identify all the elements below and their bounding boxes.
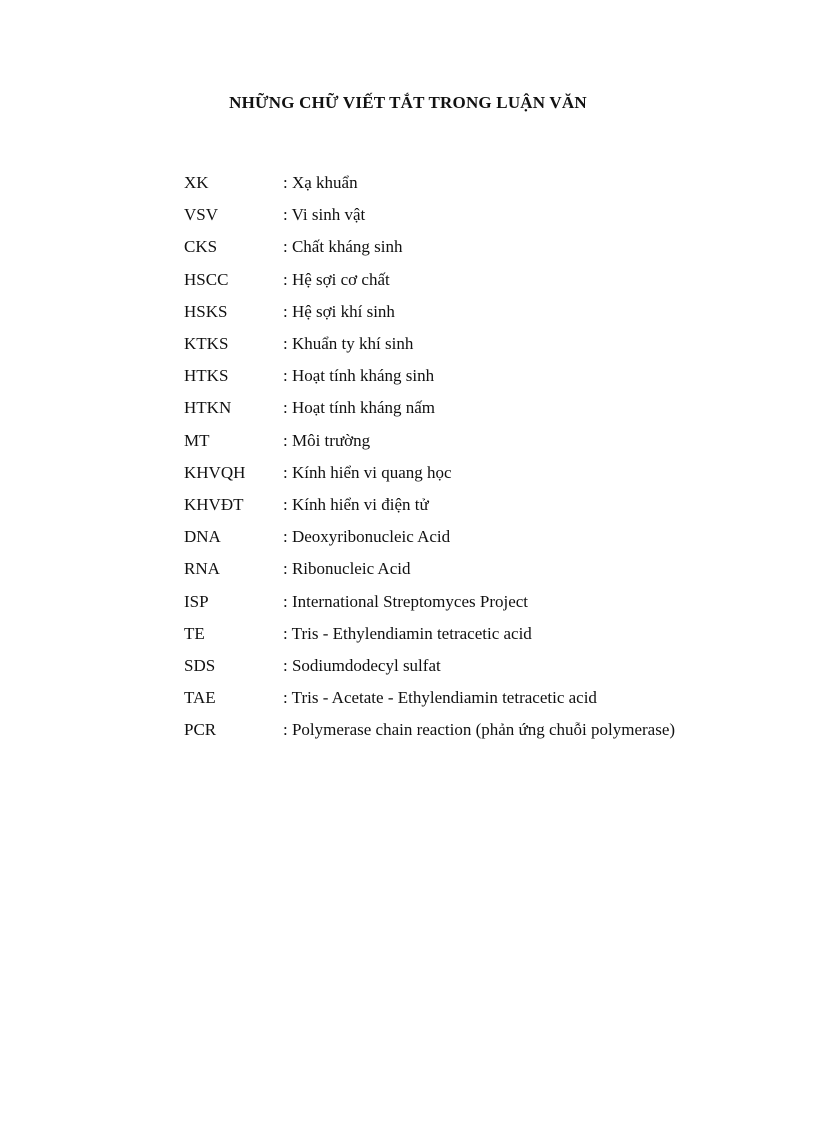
abbreviation-term: HTKS	[184, 366, 229, 386]
abbreviation-term: XK	[184, 173, 209, 193]
abbreviation-row	[184, 585, 784, 617]
abbreviation-term: TE	[184, 623, 205, 643]
abbreviation-row	[184, 650, 784, 682]
abbreviation-definition: : Polymerase chain reaction (phản ứng chuỗi polymerase)	[283, 720, 676, 740]
abbreviation-term: VSV	[184, 205, 219, 225]
abbreviation-row	[184, 360, 784, 392]
abbreviation-term: CKS	[184, 237, 218, 257]
abbreviation-row	[184, 457, 784, 489]
abbreviation-term: DNA	[184, 527, 221, 547]
abbreviation-term: KHVĐT	[184, 494, 244, 514]
abbreviation-definition: : Hệ sợi cơ chất	[283, 269, 390, 289]
abbreviation-term: HSKS	[184, 301, 228, 321]
abbreviation-row	[184, 521, 784, 553]
abbreviation-row	[184, 231, 784, 263]
abbreviation-definition: : Chất kháng sinh	[283, 237, 403, 257]
abbreviation-definition: : Tris - Acetate - Ethylendiamin tetracetic acid	[283, 688, 597, 708]
abbreviation-row	[184, 553, 784, 585]
abbreviation-term: SDS	[184, 655, 216, 675]
abbreviation-definition: : Vi sinh vật	[283, 205, 366, 225]
abbreviation-term: RNA	[184, 559, 220, 579]
abbreviation-term: KHVQH	[184, 462, 246, 482]
abbreviation-row	[184, 682, 784, 714]
abbreviation-definition: : Kính hiển vi điện tử	[283, 494, 429, 514]
abbreviation-term: ISP	[184, 591, 209, 611]
abbreviation-row	[184, 618, 784, 650]
abbreviation-row	[184, 167, 784, 199]
abbreviation-definition: : Hoạt tính kháng sinh	[283, 366, 435, 386]
abbreviation-row	[184, 425, 784, 457]
abbreviation-term: MT	[184, 430, 210, 450]
abbreviation-definition: : Deoxyribonucleic Acid	[283, 527, 451, 547]
abbreviation-term: PCR	[184, 720, 217, 740]
abbreviation-definition: : Tris - Ethylendiamin tetracetic acid	[283, 623, 532, 643]
abbreviation-definition: : Ribonucleic Acid	[283, 559, 411, 579]
abbreviation-row	[184, 264, 784, 296]
abbreviation-definition: : International Streptomyces Project	[283, 591, 529, 611]
abbreviation-row	[184, 714, 784, 746]
abbreviation-row	[184, 489, 784, 521]
abbreviation-definition: : Môi trường	[283, 430, 371, 450]
abbreviation-term: TAE	[184, 688, 216, 708]
abbreviation-definition: : Sodiumdodecyl sulfat	[283, 655, 441, 675]
abbreviation-definition: : Hệ sợi khí sinh	[283, 301, 395, 321]
abbreviation-term: HTKN	[184, 398, 232, 418]
abbreviation-definition: : Xạ khuẩn	[283, 173, 358, 193]
abbreviation-row	[184, 328, 784, 360]
abbreviation-definition: : Hoạt tính kháng nấm	[283, 398, 436, 418]
page-title: NHỮNG CHỮ VIẾT TẮT TRONG LUẬN VĂN	[229, 93, 587, 112]
abbreviation-row	[184, 199, 784, 231]
abbreviation-term: HSCC	[184, 269, 229, 289]
abbreviation-term: KTKS	[184, 334, 229, 354]
abbreviation-definition: : Kính hiển vi quang học	[283, 462, 452, 482]
abbreviation-definition: : Khuẩn ty khí sinh	[283, 334, 414, 354]
abbreviation-row	[184, 392, 784, 424]
abbreviation-row	[184, 296, 784, 328]
abbreviation-list	[184, 167, 784, 746]
